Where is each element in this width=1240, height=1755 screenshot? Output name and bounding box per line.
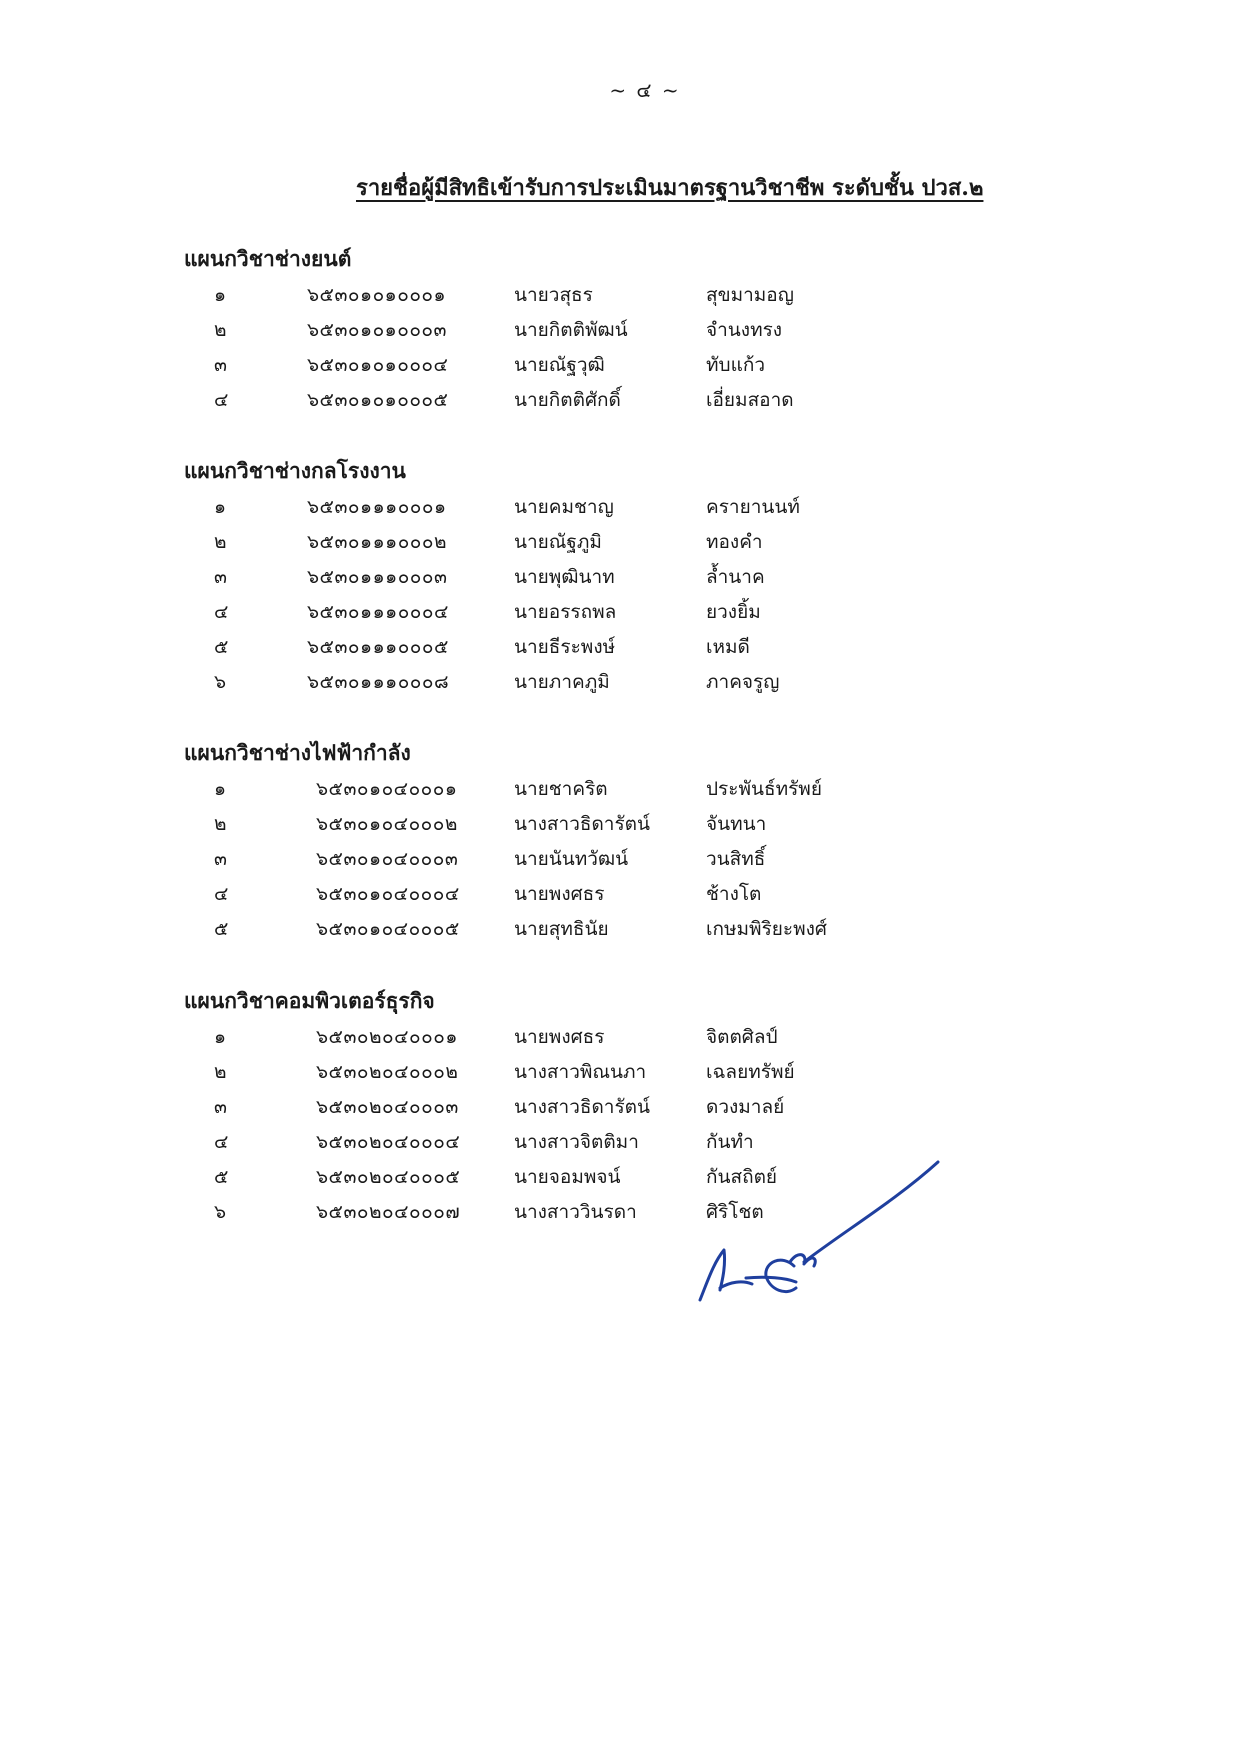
row-number: ๑ <box>214 284 227 306</box>
student-id: ๖๕๓๐๑๑๑๐๐๐๓ <box>307 566 448 588</box>
last-name: ดวงมาลย์ <box>706 1096 785 1118</box>
first-name: นายสุทธินัย <box>514 918 609 940</box>
handwritten-signature <box>686 1150 946 1310</box>
list-item <box>0 350 1240 384</box>
list-item <box>0 667 1240 701</box>
last-name: กันทำ <box>706 1131 754 1153</box>
student-id: ๖๕๓๐๑๑๑๐๐๐๑ <box>307 496 447 518</box>
student-id: ๖๕๓๐๑๐๑๐๐๐๔ <box>307 354 449 376</box>
student-id: ๖๕๓๐๒๐๔๐๐๐๔ <box>316 1131 461 1153</box>
student-id: ๖๕๓๐๑๐๔๐๐๐๔ <box>316 883 460 905</box>
last-name: เฉลยทรัพย์ <box>706 1061 795 1083</box>
row-number: ๓ <box>214 566 227 588</box>
last-name: ศิริโชต <box>706 1201 764 1223</box>
student-id: ๖๕๓๐๑๐๔๐๐๐๑ <box>316 778 458 800</box>
last-name: จำนงทรง <box>706 319 783 341</box>
section-heading: แผนกวิชาคอมพิวเตอร์ธุรกิจ <box>184 988 435 1013</box>
first-name: นายอรรถพล <box>514 601 617 623</box>
last-name: เหมดี <box>706 636 750 658</box>
first-name: นายนันทวัฒน์ <box>514 848 629 870</box>
last-name: จันทนา <box>706 813 767 835</box>
first-name: นายจอมพจน์ <box>514 1166 621 1188</box>
first-name: นางสาวธิดารัตน์ <box>514 1096 651 1118</box>
row-number: ๒ <box>214 1061 227 1083</box>
first-name: นางสาวพิณนภา <box>514 1061 647 1083</box>
last-name: จิตตศิลป์ <box>706 1026 778 1048</box>
row-number: ๕ <box>214 1166 229 1188</box>
row-number: ๓ <box>214 1096 227 1118</box>
row-number: ๔ <box>214 883 229 905</box>
row-number: ๒ <box>214 319 227 341</box>
document-title: รายชื่อผู้มีสิทธิเข้ารับการประเมินมาตรฐานวิชาชีพ ระดับชั้น ปวส.๒ <box>356 175 984 201</box>
row-number: ๕ <box>214 636 229 658</box>
last-name: ทองคำ <box>706 531 763 553</box>
last-name: ครายานนท์ <box>706 496 800 518</box>
student-id: ๖๕๓๐๑๐๔๐๐๐๒ <box>316 813 458 835</box>
list-item <box>0 315 1240 349</box>
student-id: ๖๕๓๐๑๐๑๐๐๐๑ <box>307 284 447 306</box>
row-number: ๖ <box>214 671 227 693</box>
list-item <box>0 774 1240 808</box>
list-item <box>0 632 1240 666</box>
list-item <box>0 385 1240 419</box>
list-item <box>0 1127 1240 1161</box>
student-id: ๖๕๓๐๒๐๔๐๐๐๓ <box>316 1096 459 1118</box>
last-name: ทับแก้ว <box>706 354 766 376</box>
list-item <box>0 1092 1240 1126</box>
row-number: ๑ <box>214 778 227 800</box>
first-name: นายธีระพงษ์ <box>514 636 616 658</box>
student-id: ๖๕๓๐๑๑๑๐๐๐๔ <box>307 601 449 623</box>
section-heading: แผนกวิชาช่างไฟฟ้ากำลัง <box>184 740 411 765</box>
list-item <box>0 1022 1240 1056</box>
first-name: นายพงศธร <box>514 1026 605 1048</box>
row-number: ๓ <box>214 354 227 376</box>
student-id: ๖๕๓๐๒๐๔๐๐๐๑ <box>316 1026 458 1048</box>
row-number: ๔ <box>214 389 229 411</box>
first-name: นายชาคริต <box>514 778 608 800</box>
list-item <box>0 844 1240 878</box>
last-name: ประพันธ์ทรัพย์ <box>706 778 822 800</box>
first-name: นายพงศธร <box>514 883 605 905</box>
first-name: นายณัฐวุฒิ <box>514 354 605 376</box>
last-name: ช้างโต <box>706 883 762 905</box>
row-number: ๖ <box>214 1201 227 1223</box>
last-name: สุขมามอญ <box>706 284 794 306</box>
student-id: ๖๕๓๐๑๐๔๐๐๐๓ <box>316 848 459 870</box>
first-name: นายพุฒินาท <box>514 566 615 588</box>
last-name: เอี่ยมสอาด <box>706 389 794 411</box>
student-id: ๖๕๓๐๑๑๑๐๐๐๒ <box>307 531 448 553</box>
first-name: นายคมชาญ <box>514 496 614 518</box>
first-name: นายกิตติศักดิ์ <box>514 389 621 411</box>
row-number: ๓ <box>214 848 227 870</box>
list-item <box>0 879 1240 913</box>
first-name: นางสาววินรดา <box>514 1201 637 1223</box>
student-id: ๖๕๓๐๑๐๔๐๐๐๕ <box>316 918 460 940</box>
last-name: เกษมพิริยะพงศ์ <box>706 918 827 940</box>
page-number: ~ ๔ ~ <box>609 78 681 102</box>
row-number: ๑ <box>214 496 227 518</box>
student-id: ๖๕๓๐๑๑๑๐๐๐๘ <box>307 671 450 693</box>
list-item <box>0 1197 1240 1231</box>
student-id: ๖๕๓๐๒๐๔๐๐๐๗ <box>316 1201 461 1223</box>
list-item <box>0 527 1240 561</box>
last-name: กันสถิตย์ <box>706 1166 778 1188</box>
first-name: นางสาวจิตติมา <box>514 1131 639 1153</box>
row-number: ๕ <box>214 918 229 940</box>
row-number: ๔ <box>214 601 229 623</box>
student-id: ๖๕๓๐๑๑๑๐๐๐๕ <box>307 636 449 658</box>
student-id: ๖๕๓๐๒๐๔๐๐๐๒ <box>316 1061 459 1083</box>
list-item <box>0 562 1240 596</box>
first-name: นางสาวธิดารัตน์ <box>514 813 651 835</box>
list-item <box>0 492 1240 526</box>
first-name: นายวสุธร <box>514 284 593 306</box>
first-name: นายกิตติพัฒน์ <box>514 319 628 341</box>
last-name: ภาคจรูญ <box>706 671 780 693</box>
row-number: ๔ <box>214 1131 229 1153</box>
section-heading: แผนกวิชาช่างยนต์ <box>184 246 352 271</box>
section-heading: แผนกวิชาช่างกลโรงงาน <box>184 458 406 483</box>
list-item <box>0 597 1240 631</box>
row-number: ๑ <box>214 1026 227 1048</box>
student-id: ๖๕๓๐๑๐๑๐๐๐๕ <box>307 389 449 411</box>
student-id: ๖๕๓๐๑๐๑๐๐๐๓ <box>307 319 448 341</box>
list-item <box>0 809 1240 843</box>
first-name: นายภาคภูมิ <box>514 671 610 693</box>
last-name: ล้ำนาค <box>706 566 765 588</box>
first-name: นายณัฐภูมิ <box>514 531 602 553</box>
list-item <box>0 914 1240 948</box>
list-item <box>0 280 1240 314</box>
list-item <box>0 1057 1240 1091</box>
row-number: ๒ <box>214 813 227 835</box>
row-number: ๒ <box>214 531 227 553</box>
student-id: ๖๕๓๐๒๐๔๐๐๐๕ <box>316 1166 461 1188</box>
last-name: ยวงยิ้ม <box>706 601 761 623</box>
list-item <box>0 1162 1240 1196</box>
last-name: วนสิทธิ์ <box>706 848 766 870</box>
